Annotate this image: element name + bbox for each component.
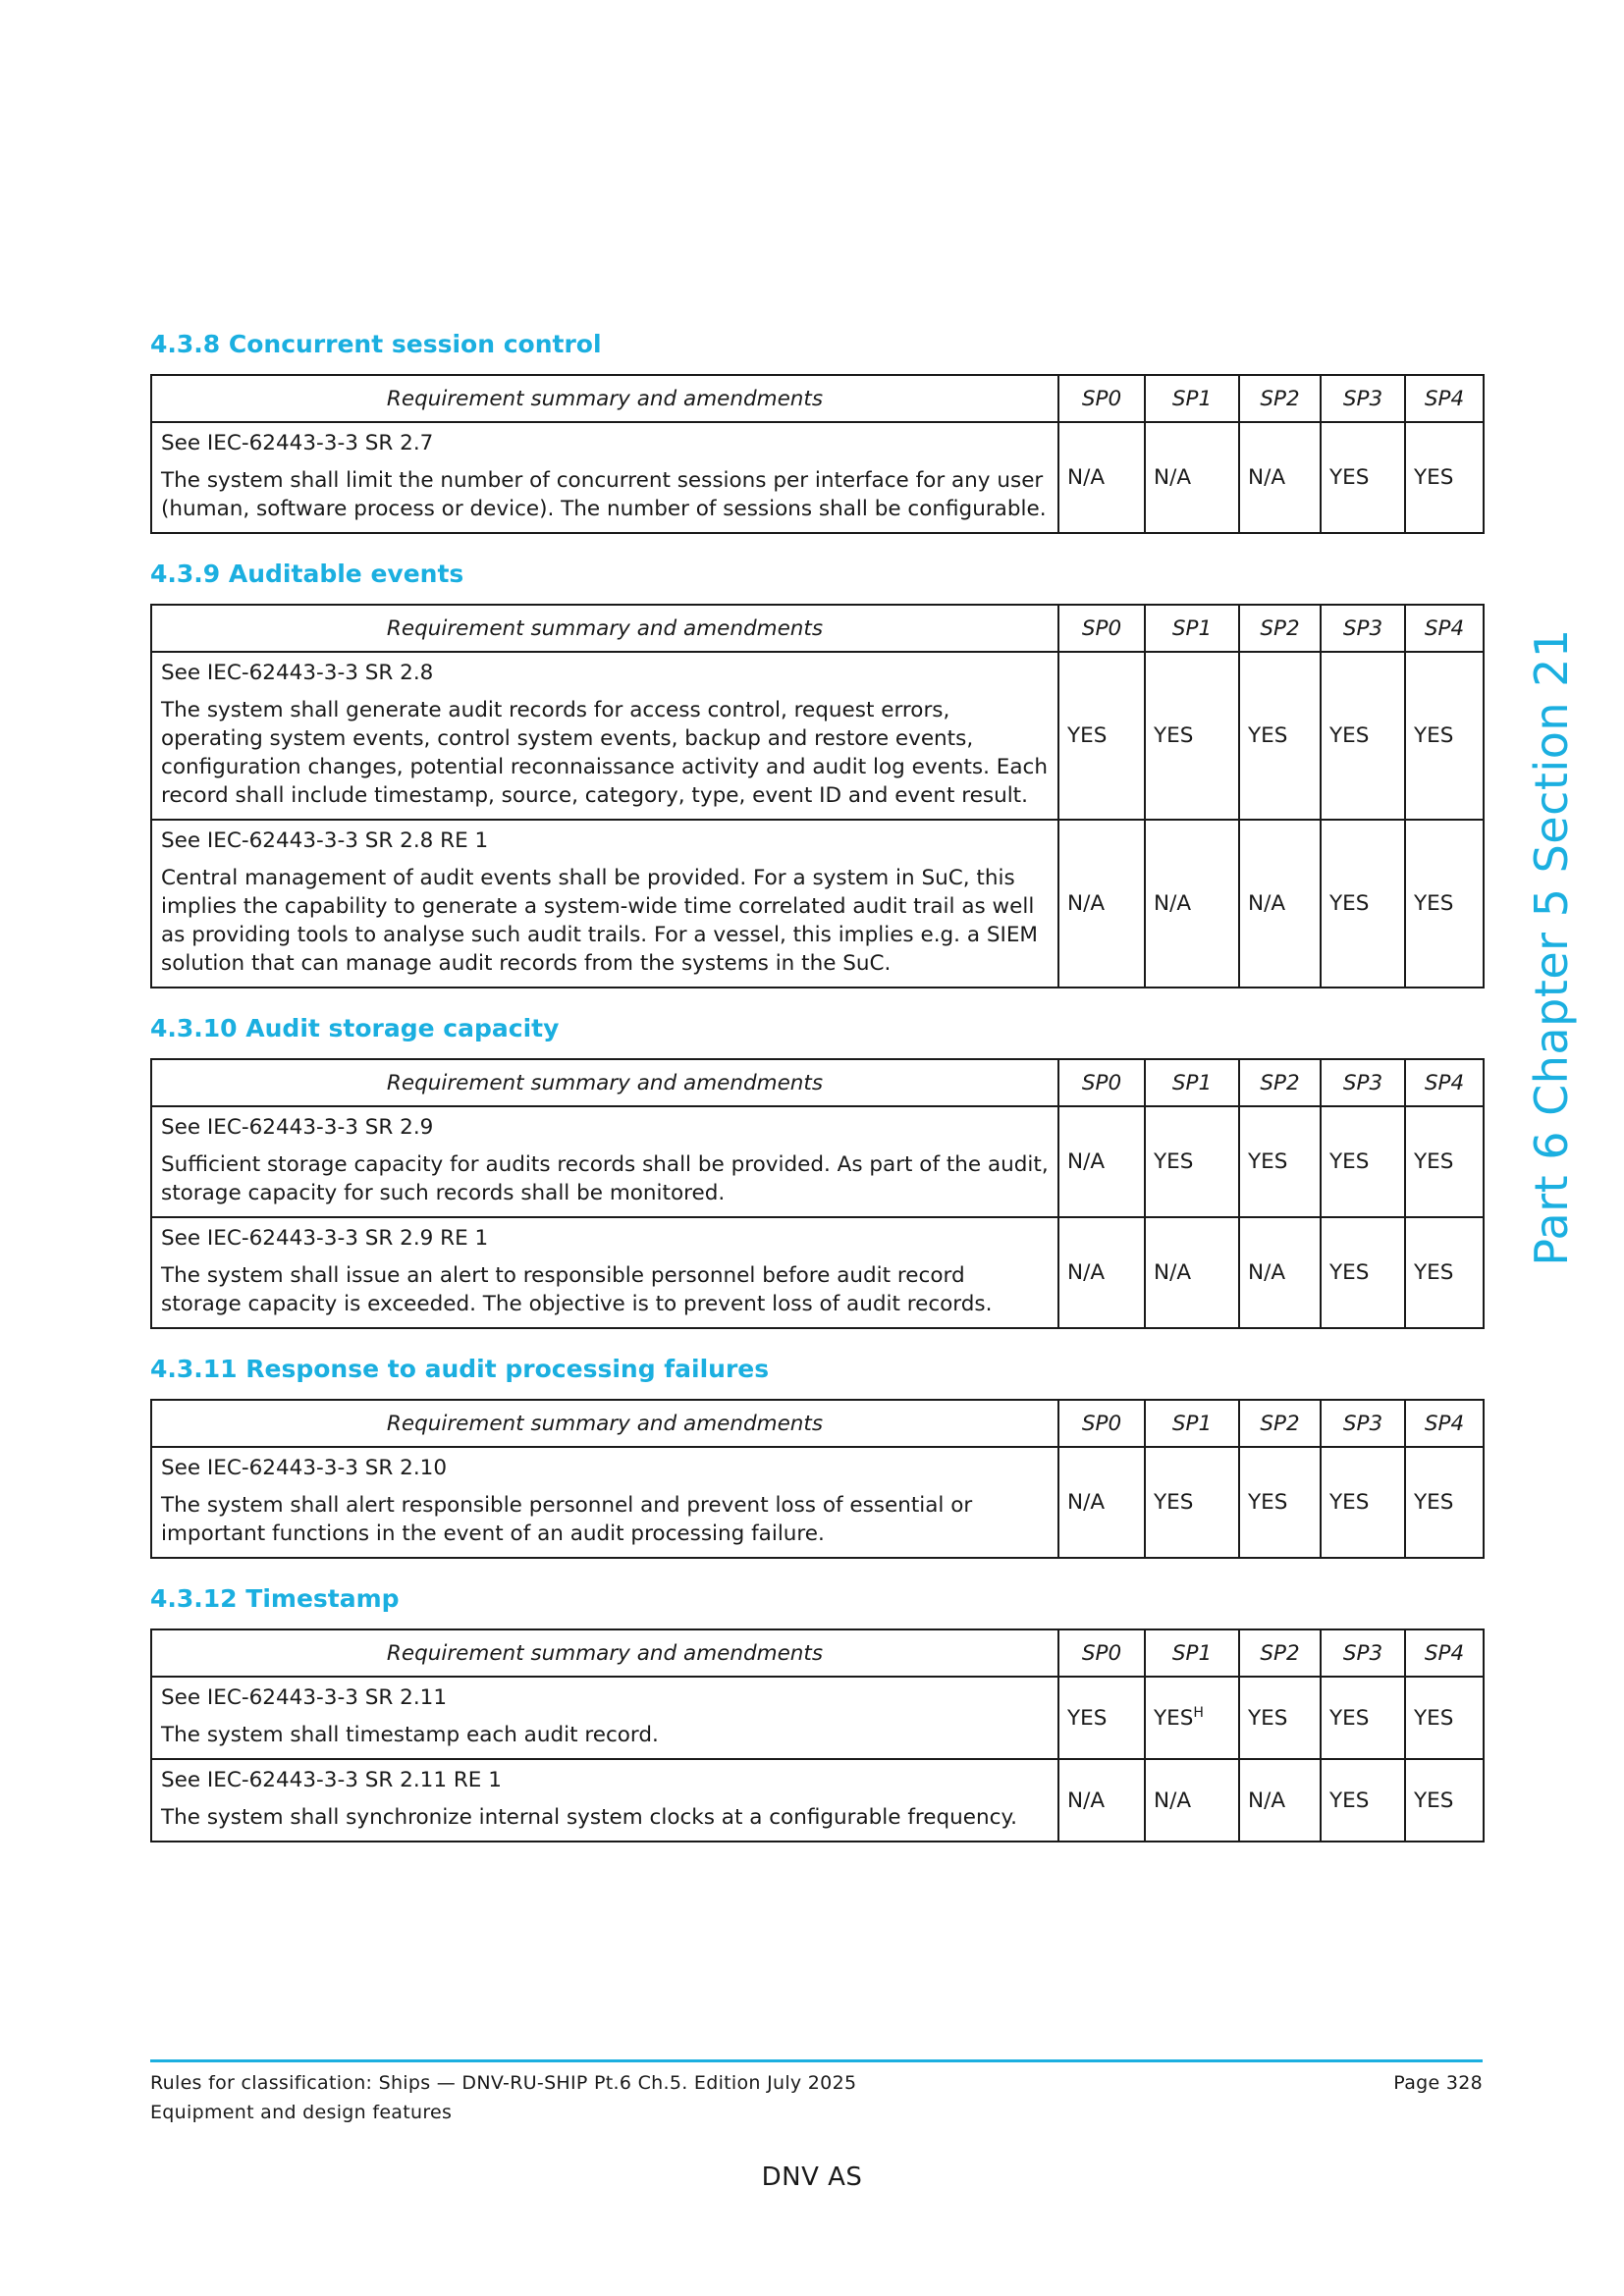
sp-value-cell: [1405, 1677, 1484, 1759]
sp-value: YES: [1248, 1705, 1288, 1731]
sp-value: YES: [1414, 1788, 1454, 1813]
sp-value: N/A: [1154, 1788, 1192, 1813]
requirement-cell: [151, 820, 1058, 988]
column-header-sp: SP3: [1321, 375, 1405, 422]
sp-value: YES: [1329, 1149, 1370, 1174]
sp-value: N/A: [1067, 465, 1106, 490]
sp-value: YES: [1154, 1490, 1194, 1515]
column-header-sp: SP1: [1145, 1629, 1239, 1677]
sp-value: YES: [1248, 1490, 1288, 1515]
sp-value: YES: [1329, 1705, 1370, 1731]
column-header-sp: SP2: [1239, 1400, 1321, 1447]
requirement-text: The system shall generate audit records for access control, request errors, operating system events, control system events, backup and restore events, configuration changes, potential reconnaissance activity and audit log events. Each record shall include timestamp, source, category, type, event ID and event result.: [161, 698, 1048, 808]
sp-value: N/A: [1154, 891, 1192, 916]
table-row: [151, 1217, 1484, 1328]
column-header-sp: SP0: [1058, 605, 1145, 652]
column-header-requirement: Requirement summary and amendments: [151, 1059, 1058, 1106]
sp-value: N/A: [1067, 891, 1106, 916]
sp-value: N/A: [1067, 1149, 1106, 1174]
table-row: [151, 422, 1484, 533]
sp-value-cell: [1239, 1106, 1321, 1217]
sp-value: N/A: [1067, 1490, 1106, 1515]
sp-value-cell: [1145, 1677, 1239, 1759]
sp-value-cell: [1405, 1759, 1484, 1842]
sp-value-cell: [1058, 820, 1145, 988]
sp-value-cell: [1405, 820, 1484, 988]
standard-reference: See IEC-62443-3-3 SR 2.10: [161, 1456, 448, 1480]
sp-value: YES: [1329, 723, 1370, 748]
section-heading: 4.3.9 Auditable events: [150, 560, 464, 588]
standard-reference: See IEC-62443-3-3 SR 2.9: [161, 1115, 434, 1140]
sp-value-cell: [1145, 1106, 1239, 1217]
requirement-text: Central management of audit events shall be provided. For a system in SuC, this implies the capability to generate a system-wide time correlated audit trail as well as providing tools to analyse such audit trails. For a vessel, this implies e.g. a SIEM solution that can manage audit records from the systems in the SuC.: [161, 866, 1038, 976]
sp-value: N/A: [1067, 1260, 1106, 1285]
sp-value-cell: [1239, 1447, 1321, 1558]
sp-value-cell: [1058, 1106, 1145, 1217]
sp-value: YES: [1329, 1490, 1370, 1515]
column-header-sp: SP4: [1405, 1059, 1484, 1106]
sp-value-cell: [1321, 820, 1405, 988]
sp-value-cell: [1321, 1106, 1405, 1217]
sp-value-cell: [1405, 1447, 1484, 1558]
footer-document-title: Rules for classification: Ships — DNV-RU-SHIP Pt.6 Ch.5. Edition July 2025: [150, 2072, 857, 2094]
column-header-sp: SP4: [1405, 375, 1484, 422]
section-heading: 4.3.11 Response to audit processing failures: [150, 1355, 770, 1383]
requirement-cell: [151, 1106, 1058, 1217]
table-row: [151, 1759, 1484, 1842]
standard-reference: See IEC-62443-3-3 SR 2.8 RE 1: [161, 828, 489, 853]
side-title: Part 6 Chapter 5 Section 21: [1525, 628, 1578, 1266]
sp-value-cell: [1321, 1447, 1405, 1558]
sp-value: N/A: [1248, 1788, 1286, 1813]
column-header-sp: SP2: [1239, 1059, 1321, 1106]
column-header-sp: SP3: [1321, 1059, 1405, 1106]
sp-value: N/A: [1248, 465, 1286, 490]
table-header-row: [151, 1400, 1484, 1447]
footer-divider: [150, 2059, 1483, 2062]
standard-reference: See IEC-62443-3-3 SR 2.7: [161, 431, 434, 455]
requirement-text: The system shall limit the number of concurrent sessions per interface for any user (human, software process or device). The number of sessions shall be configurable.: [161, 468, 1047, 521]
requirements-table: [150, 1058, 1485, 1329]
column-header-sp: SP3: [1321, 605, 1405, 652]
sp-value: YES: [1329, 465, 1370, 490]
sp-value-cell: [1405, 652, 1484, 820]
page-footer: [150, 2059, 1483, 2123]
column-header-sp: SP0: [1058, 1059, 1145, 1106]
sp-value-cell: [1239, 1677, 1321, 1759]
sp-value-cell: [1405, 1217, 1484, 1328]
sp-value-cell: [1145, 1759, 1239, 1842]
sp-value-cell: [1239, 1759, 1321, 1842]
column-header-sp: SP4: [1405, 1400, 1484, 1447]
sp-value-cell: [1321, 1217, 1405, 1328]
table-row: [151, 820, 1484, 988]
sp-value: YES: [1154, 1149, 1194, 1174]
requirement-cell: [151, 1677, 1058, 1759]
sp-value: YES: [1248, 723, 1288, 748]
sp-value-cell: [1058, 1447, 1145, 1558]
column-header-sp: SP2: [1239, 375, 1321, 422]
column-header-sp: SP1: [1145, 605, 1239, 652]
column-header-requirement: Requirement summary and amendments: [151, 1629, 1058, 1677]
sp-value-cell: [1145, 652, 1239, 820]
section-heading: 4.3.8 Concurrent session control: [150, 330, 602, 358]
standard-reference: See IEC-62443-3-3 SR 2.11: [161, 1685, 448, 1710]
column-header-requirement: Requirement summary and amendments: [151, 605, 1058, 652]
sp-value-cell: [1321, 1759, 1405, 1842]
requirement-text: Sufficient storage capacity for audits records shall be provided. As part of the audit, storage capacity for such records shall be monitored.: [161, 1152, 1049, 1205]
sp-value-cell: [1239, 1217, 1321, 1328]
sp-value-cell: [1058, 422, 1145, 533]
sp-value: N/A: [1248, 891, 1286, 916]
sp-value: YES: [1414, 1490, 1454, 1515]
superscript-note: H: [1193, 1704, 1204, 1721]
requirement-text: The system shall timestamp each audit record.: [161, 1723, 659, 1747]
sp-value-cell: [1145, 422, 1239, 533]
table-header-row: [151, 605, 1484, 652]
sp-value-cell: [1058, 1217, 1145, 1328]
table-row: [151, 652, 1484, 820]
sp-value-cell: [1321, 652, 1405, 820]
sp-value: N/A: [1154, 1260, 1192, 1285]
requirements-table: [150, 1399, 1485, 1559]
table-row: [151, 1677, 1484, 1759]
sp-value-cell: [1145, 1217, 1239, 1328]
requirements-table: [150, 1629, 1485, 1842]
column-header-sp: SP3: [1321, 1629, 1405, 1677]
sp-value-cell: [1058, 1759, 1145, 1842]
column-header-sp: SP3: [1321, 1400, 1405, 1447]
table-row: [151, 1106, 1484, 1217]
sp-value: YES: [1414, 891, 1454, 916]
column-header-sp: SP1: [1145, 1400, 1239, 1447]
standard-reference: See IEC-62443-3-3 SR 2.11 RE 1: [161, 1768, 502, 1792]
requirement-text: The system shall alert responsible personnel and prevent loss of essential or important functions in the event of an audit processing failure.: [161, 1493, 973, 1546]
column-header-sp: SP4: [1405, 1629, 1484, 1677]
requirements-table: [150, 374, 1485, 534]
sp-value: N/A: [1067, 1788, 1106, 1813]
footer-page-number: Page 328: [1393, 2072, 1483, 2094]
sp-value-cell: [1405, 1106, 1484, 1217]
sp-value: YES: [1067, 723, 1108, 748]
sp-value-cell: [1239, 820, 1321, 988]
table-row: [151, 1447, 1484, 1558]
publisher-name: DNV AS: [761, 2163, 863, 2192]
standard-reference: See IEC-62443-3-3 SR 2.9 RE 1: [161, 1226, 489, 1251]
sp-value-cell: [1321, 422, 1405, 533]
sp-value-cell: [1058, 1677, 1145, 1759]
requirement-text: The system shall issue an alert to responsible personnel before audit record storage capacity is exceeded. The objective is to prevent loss of audit records.: [161, 1263, 993, 1316]
column-header-sp: SP0: [1058, 1629, 1145, 1677]
column-header-sp: SP1: [1145, 1059, 1239, 1106]
column-header-sp: SP0: [1058, 375, 1145, 422]
requirement-cell: [151, 1447, 1058, 1558]
sp-value-cell: [1239, 652, 1321, 820]
column-header-requirement: Requirement summary and amendments: [151, 1400, 1058, 1447]
sp-value: YES: [1414, 1260, 1454, 1285]
footer-subtitle: Equipment and design features: [150, 2102, 453, 2123]
standard-reference: See IEC-62443-3-3 SR 2.8: [161, 661, 434, 685]
requirements-table: [150, 604, 1485, 988]
column-header-sp: SP4: [1405, 605, 1484, 652]
column-header-sp: SP2: [1239, 1629, 1321, 1677]
sp-value: YES: [1414, 723, 1454, 748]
sp-value: YES: [1067, 1705, 1108, 1731]
table-header-row: [151, 1629, 1484, 1677]
section-heading: 4.3.12 Timestamp: [150, 1584, 400, 1613]
sp-value-cell: [1145, 1447, 1239, 1558]
column-header-sp: SP0: [1058, 1400, 1145, 1447]
sp-value-cell: [1321, 1677, 1405, 1759]
section-heading: 4.3.10 Audit storage capacity: [150, 1014, 560, 1042]
sp-value: YES: [1154, 723, 1194, 748]
sp-value-cell: [1405, 422, 1484, 533]
column-header-requirement: Requirement summary and amendments: [151, 375, 1058, 422]
requirement-cell: [151, 652, 1058, 820]
requirement-cell: [151, 1217, 1058, 1328]
table-header-row: [151, 1059, 1484, 1106]
sp-value: YES: [1154, 1705, 1194, 1731]
sp-value: N/A: [1154, 465, 1192, 490]
requirement-cell: [151, 422, 1058, 533]
sp-value: YES: [1414, 1705, 1454, 1731]
table-header-row: [151, 375, 1484, 422]
sp-value: YES: [1248, 1149, 1288, 1174]
sp-value: YES: [1329, 1788, 1370, 1813]
sp-value: YES: [1414, 1149, 1454, 1174]
column-header-sp: SP2: [1239, 605, 1321, 652]
sp-value: YES: [1329, 891, 1370, 916]
sp-value: N/A: [1248, 1260, 1286, 1285]
document-body: [150, 330, 1483, 1868]
sp-value-cell: [1058, 652, 1145, 820]
column-header-sp: SP1: [1145, 375, 1239, 422]
requirement-text: The system shall synchronize internal system clocks at a configurable frequency.: [161, 1805, 1017, 1830]
sp-value-cell: [1239, 422, 1321, 533]
sp-value: YES: [1329, 1260, 1370, 1285]
sp-value: YES: [1414, 465, 1454, 490]
sp-value-cell: [1145, 820, 1239, 988]
requirement-cell: [151, 1759, 1058, 1842]
